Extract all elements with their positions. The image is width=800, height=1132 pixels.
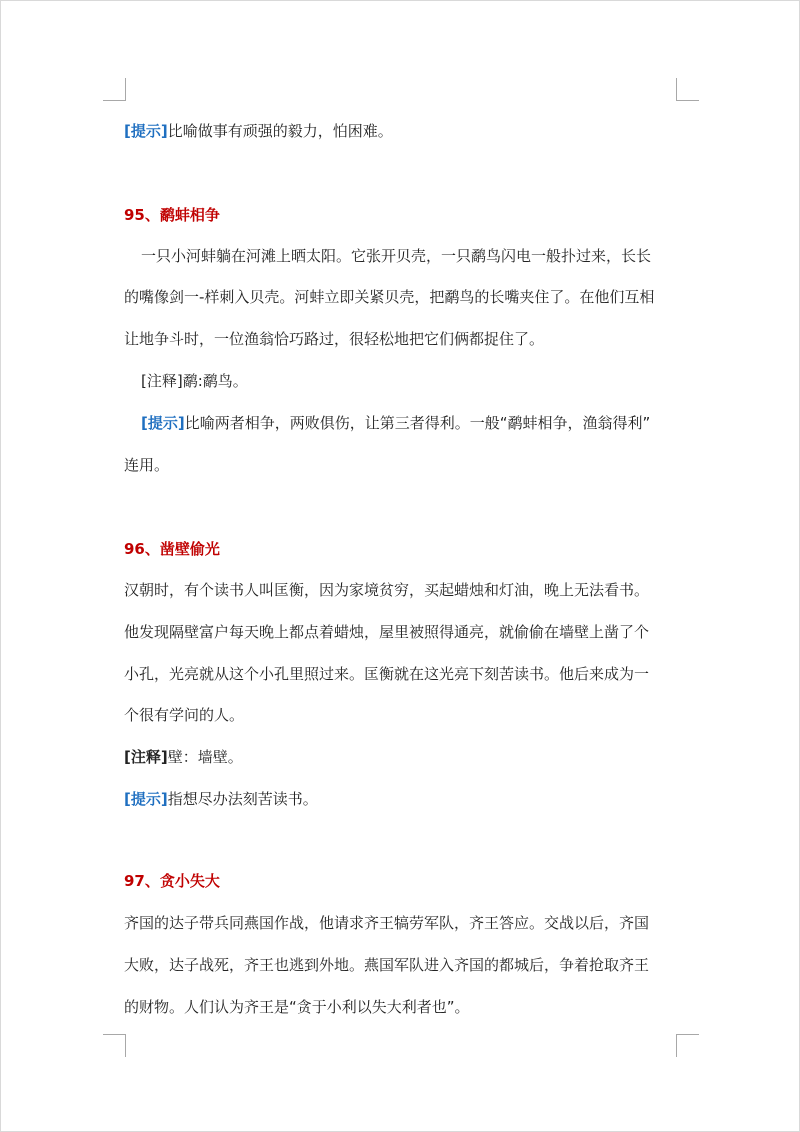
tip-tag: [提示] xyxy=(124,122,168,140)
section95-story-line-1: 一只小河蚌躺在河滩上晒太阳。它张开贝壳，一只鹬鸟闪电一般扑过来，长长 xyxy=(141,247,652,265)
section97-story-line-3: 的财物。人们认为齐王是“贪于小利以失大利者也”。 xyxy=(124,998,470,1016)
section96-story-line-3: 小孔，光亮就从这个小孔里照过来。匡衡就在这光亮下刻苦读书。他后来成为一 xyxy=(124,665,650,683)
section95-title: 95、鹬蚌相争 xyxy=(124,206,220,224)
section96-story-line-2: 他发现隔壁富户每天晚上都点着蜡烛，屋里被照得通亮，就偷偷在墙壁上凿了个 xyxy=(124,623,650,641)
crop-mark-bottom-right xyxy=(676,1034,699,1057)
note-tag: [注释] xyxy=(124,748,168,766)
section95-tip-line-2: 连用。 xyxy=(124,456,170,474)
section96-story-line-1: 汉朝时，有个读书人叫匡衡，因为家境贫穷，买起蜡烛和灯油，晚上无法看书。 xyxy=(124,581,650,599)
tip-text: 指想尽办法刻苦读书。 xyxy=(167,790,318,808)
section95-story-line-3: 让地争斗时，一位渔翁恰巧路过，很轻松地把它们俩都捉住了。 xyxy=(124,330,545,348)
section96-note xyxy=(124,747,684,767)
tip-tag: [提示] xyxy=(124,790,168,808)
section97-story-line-2: 大败，达子战死，齐王也逃到外地。燕国军队进入齐国的都城后，争着抢取齐王 xyxy=(124,956,650,974)
crop-mark-top-left xyxy=(103,78,126,101)
note-text: 壁：墙壁。 xyxy=(167,748,243,766)
section94-tip xyxy=(124,121,684,141)
section97-title: 97、贪小失大 xyxy=(124,872,220,890)
tip-tag: [提示] xyxy=(141,414,185,432)
section97-story-line-1: 齐国的达子带兵同燕国作战，他请求齐王犒劳军队，齐王答应。交战以后，齐国 xyxy=(124,914,650,932)
tip-text: 比喻两者相争，两败俱伤，让第三者得利。一般“鹬蚌相争，渔翁得利” xyxy=(184,414,651,432)
crop-mark-bottom-left xyxy=(103,1034,126,1057)
section95-story-line-2: 的嘴像剑一-样刺入贝壳。河蚌立即关紧贝壳，把鹬鸟的长嘴夹住了。在他们互相 xyxy=(124,288,655,306)
section95-tip-line-1 xyxy=(141,413,701,433)
section96-story-line-4: 个很有学问的人。 xyxy=(124,706,245,724)
section96-title: 96、凿壁偷光 xyxy=(124,540,220,558)
section95-note: [注释]鹬:鹬鸟。 xyxy=(141,372,248,390)
crop-mark-top-right xyxy=(676,78,699,101)
tip-text: 比喻做事有顽强的毅力，怕困难。 xyxy=(167,122,393,140)
section96-tip xyxy=(124,789,684,809)
